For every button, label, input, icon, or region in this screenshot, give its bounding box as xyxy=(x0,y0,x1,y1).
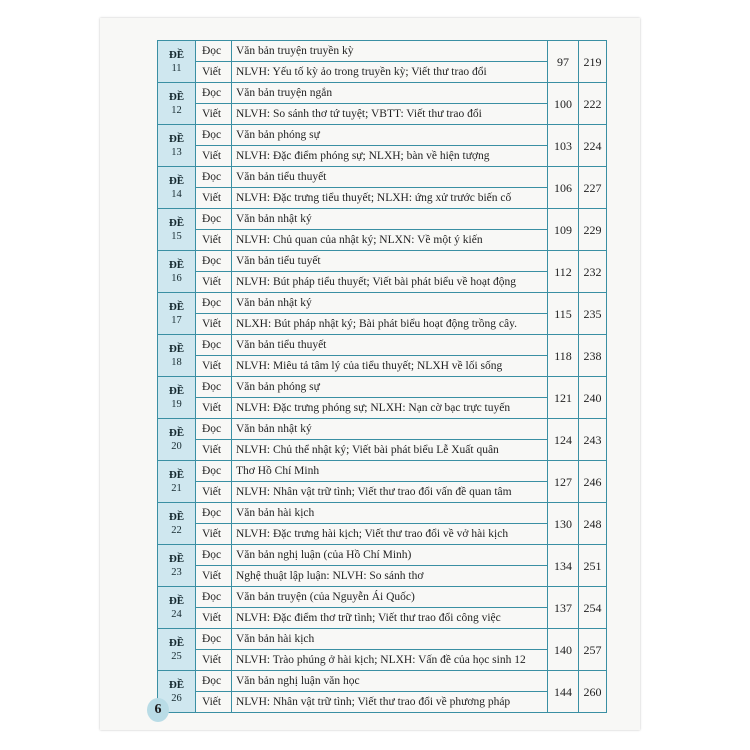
table-row xyxy=(158,125,607,146)
answer-page: 254 xyxy=(579,587,607,629)
exam-number: 22 xyxy=(171,524,182,536)
read-description: Văn bản phóng sự xyxy=(232,125,548,146)
exam-number: 24 xyxy=(171,608,182,620)
exam-label-cell xyxy=(158,167,196,209)
read-description: Văn bản nghị luận văn học xyxy=(232,671,548,692)
table-row xyxy=(158,356,607,377)
write-description: NLVH: Bút pháp tiểu thuyết; Viết bài phát biểu về hoạt động xyxy=(232,272,548,293)
read-type: Đọc xyxy=(196,503,232,524)
exam-label: ĐỀ xyxy=(168,384,185,397)
exam-label-cell xyxy=(158,545,196,587)
read-type: Đọc xyxy=(196,545,232,566)
question-page: 115 xyxy=(548,293,579,335)
write-type: Viết xyxy=(196,524,232,545)
table-row xyxy=(158,482,607,503)
question-page: 140 xyxy=(548,629,579,671)
question-page: 137 xyxy=(548,587,579,629)
write-type: Viết xyxy=(196,230,232,251)
table-row xyxy=(158,335,607,356)
exam-label-cell xyxy=(158,377,196,419)
exam-label-cell xyxy=(158,125,196,167)
exam-label: ĐỀ xyxy=(168,216,185,229)
read-type: Đọc xyxy=(196,629,232,650)
read-type: Đọc xyxy=(196,125,232,146)
write-type: Viết xyxy=(196,272,232,293)
exam-label-cell xyxy=(158,335,196,377)
exam-label: ĐỀ xyxy=(168,510,185,523)
exam-label-cell xyxy=(158,293,196,335)
table-row xyxy=(158,629,607,650)
exam-label-cell xyxy=(158,83,196,125)
exam-number: 11 xyxy=(171,62,182,74)
answer-page: 227 xyxy=(579,167,607,209)
table-row xyxy=(158,608,607,629)
exam-label-cell xyxy=(158,461,196,503)
read-description: Văn bản truyện truyền kỳ xyxy=(232,41,548,62)
exam-label: ĐỀ xyxy=(168,174,185,187)
write-type: Viết xyxy=(196,314,232,335)
table-row xyxy=(158,188,607,209)
exam-number: 17 xyxy=(171,314,182,326)
read-description: Văn bản tiểu tuyết xyxy=(232,251,548,272)
write-type: Viết xyxy=(196,650,232,671)
answer-page: 243 xyxy=(579,419,607,461)
table-row xyxy=(158,104,607,125)
answer-page: 251 xyxy=(579,545,607,587)
table-row xyxy=(158,503,607,524)
read-type: Đọc xyxy=(196,251,232,272)
read-type: Đọc xyxy=(196,293,232,314)
write-description: NLVH: Yếu tố kỳ ảo trong truyền kỳ; Viết thư trao đổi xyxy=(232,62,548,83)
answer-page: 257 xyxy=(579,629,607,671)
write-type: Viết xyxy=(196,692,232,713)
write-description: NLVH: Chủ thể nhật ký; Viết bài phát biểu Lễ Xuất quân xyxy=(232,440,548,461)
page-number-badge: 6 xyxy=(147,698,169,722)
answer-page: 232 xyxy=(579,251,607,293)
answer-page: 219 xyxy=(579,41,607,83)
read-type: Đọc xyxy=(196,167,232,188)
write-type: Viết xyxy=(196,356,232,377)
table-row xyxy=(158,293,607,314)
exam-label-cell xyxy=(158,251,196,293)
read-description: Văn bản tiểu thuyết xyxy=(232,335,548,356)
write-description: NLVH: Nhân vật trữ tình; Viết thư trao đổi vấn đề quan tâm xyxy=(232,482,548,503)
exam-number: 12 xyxy=(171,104,182,116)
question-page: 109 xyxy=(548,209,579,251)
table-row xyxy=(158,83,607,104)
exam-label: ĐỀ xyxy=(168,678,185,691)
read-description: Văn bản hài kịch xyxy=(232,629,548,650)
answer-page: 235 xyxy=(579,293,607,335)
exam-number: 18 xyxy=(171,356,182,368)
read-type: Đọc xyxy=(196,377,232,398)
read-description: Văn bản nhật ký xyxy=(232,419,548,440)
read-type: Đọc xyxy=(196,83,232,104)
read-type: Đọc xyxy=(196,671,232,692)
read-description: Văn bản tiểu thuyết xyxy=(232,167,548,188)
book-page xyxy=(100,18,640,730)
table-row xyxy=(158,524,607,545)
table-row xyxy=(158,209,607,230)
exam-label-cell xyxy=(158,587,196,629)
exam-label: ĐỀ xyxy=(168,300,185,313)
answer-page: 229 xyxy=(579,209,607,251)
question-page: 130 xyxy=(548,503,579,545)
question-page: 100 xyxy=(548,83,579,125)
read-description: Văn bản nghị luận (của Hồ Chí Minh) xyxy=(232,545,548,566)
exam-label-cell xyxy=(158,503,196,545)
write-type: Viết xyxy=(196,482,232,503)
read-type: Đọc xyxy=(196,209,232,230)
exam-label: ĐỀ xyxy=(168,48,185,61)
answer-page: 222 xyxy=(579,83,607,125)
table-row xyxy=(158,566,607,587)
table-row xyxy=(158,545,607,566)
read-type: Đọc xyxy=(196,41,232,62)
exam-label: ĐỀ xyxy=(168,132,185,145)
table-row xyxy=(158,419,607,440)
question-page: 127 xyxy=(548,461,579,503)
write-description: NLVH: Nhân vật trữ tình; Viết thư trao đổi về phương pháp xyxy=(232,692,548,713)
exam-label: ĐỀ xyxy=(168,90,185,103)
read-type: Đọc xyxy=(196,461,232,482)
read-type: Đọc xyxy=(196,335,232,356)
question-page: 124 xyxy=(548,419,579,461)
exam-label: ĐỀ xyxy=(168,552,185,565)
write-type: Viết xyxy=(196,608,232,629)
write-type: Viết xyxy=(196,62,232,83)
table-row xyxy=(158,440,607,461)
write-description: NLVH: Trào phúng ở hài kịch; NLXH: Vấn đề của học sinh 12 xyxy=(232,650,548,671)
table-row xyxy=(158,62,607,83)
write-description: Nghệ thuật lập luận: NLVH: So sánh thơ xyxy=(232,566,548,587)
question-page: 103 xyxy=(548,125,579,167)
write-type: Viết xyxy=(196,398,232,419)
exam-label: ĐỀ xyxy=(168,594,185,607)
read-description: Thơ Hồ Chí Minh xyxy=(232,461,548,482)
answer-page: 260 xyxy=(579,671,607,713)
exam-number: 15 xyxy=(171,230,182,242)
table-row xyxy=(158,650,607,671)
exam-number: 14 xyxy=(171,188,182,200)
write-description: NLVH: Đặc điểm thơ trữ tình; Viết thư trao đổi công việc xyxy=(232,608,548,629)
exam-number: 16 xyxy=(171,272,182,284)
table-row xyxy=(158,398,607,419)
table-row xyxy=(158,251,607,272)
write-description: NLVH: Đặc trưng phóng sự; NLXH: Nạn cờ bạc trực tuyến xyxy=(232,398,548,419)
contents-table xyxy=(157,40,607,713)
write-type: Viết xyxy=(196,440,232,461)
table-row xyxy=(158,41,607,62)
question-page: 106 xyxy=(548,167,579,209)
table-row xyxy=(158,461,607,482)
write-description: NLVH: Chủ quan của nhật ký; NLXN: Về một ý kiến xyxy=(232,230,548,251)
exam-number: 25 xyxy=(171,650,182,662)
answer-page: 248 xyxy=(579,503,607,545)
read-description: Văn bản nhật ký xyxy=(232,293,548,314)
answer-page: 238 xyxy=(579,335,607,377)
table-row xyxy=(158,272,607,293)
question-page: 112 xyxy=(548,251,579,293)
exam-label: ĐỀ xyxy=(168,468,185,481)
write-type: Viết xyxy=(196,188,232,209)
exam-label: ĐỀ xyxy=(168,636,185,649)
read-type: Đọc xyxy=(196,419,232,440)
question-page: 134 xyxy=(548,545,579,587)
exam-number: 19 xyxy=(171,398,182,410)
exam-label: ĐỀ xyxy=(168,426,185,439)
exam-label-cell xyxy=(158,419,196,461)
write-type: Viết xyxy=(196,566,232,587)
exam-label: ĐỀ xyxy=(168,342,185,355)
exam-number: 26 xyxy=(171,692,182,704)
exam-number: 21 xyxy=(171,482,182,494)
table-row xyxy=(158,230,607,251)
exam-label-cell xyxy=(158,629,196,671)
exam-number: 23 xyxy=(171,566,182,578)
question-page: 121 xyxy=(548,377,579,419)
answer-page: 246 xyxy=(579,461,607,503)
exam-label-cell xyxy=(158,209,196,251)
question-page: 144 xyxy=(548,671,579,713)
table-row xyxy=(158,587,607,608)
read-description: Văn bản phóng sự xyxy=(232,377,548,398)
table-row xyxy=(158,146,607,167)
write-type: Viết xyxy=(196,146,232,167)
answer-page: 240 xyxy=(579,377,607,419)
read-description: Văn bản nhật ký xyxy=(232,209,548,230)
table-row xyxy=(158,671,607,692)
table-row xyxy=(158,167,607,188)
read-type: Đọc xyxy=(196,587,232,608)
exam-label: ĐỀ xyxy=(168,258,185,271)
question-page: 97 xyxy=(548,41,579,83)
table-row xyxy=(158,377,607,398)
table-row xyxy=(158,314,607,335)
write-description: NLVH: Đặc điểm phóng sự; NLXH; bàn về hiện tượng xyxy=(232,146,548,167)
write-type: Viết xyxy=(196,104,232,125)
question-page: 118 xyxy=(548,335,579,377)
read-description: Văn bản hài kịch xyxy=(232,503,548,524)
write-description: NLVH: Đặc trưng tiểu thuyết; NLXH: ứng xử trước biến cố xyxy=(232,188,548,209)
write-description: NLVH: So sánh thơ tứ tuyệt; VBTT: Viết thư trao đổi xyxy=(232,104,548,125)
exam-number: 13 xyxy=(171,146,182,158)
answer-page: 224 xyxy=(579,125,607,167)
read-description: Văn bản truyện ngắn xyxy=(232,83,548,104)
read-description: Văn bản truyện (của Nguyễn Ái Quốc) xyxy=(232,587,548,608)
table-row xyxy=(158,692,607,713)
write-description: NLXH: Bút pháp nhật ký; Bài phát biểu hoạt động trồng cây. xyxy=(232,314,548,335)
exam-number: 20 xyxy=(171,440,182,452)
exam-label-cell xyxy=(158,41,196,83)
write-description: NLVH: Miêu tả tâm lý của tiểu thuyết; NLXH về lối sống xyxy=(232,356,548,377)
write-description: NLVH: Đặc trưng hài kịch; Viết thư trao đổi về vở hài kịch xyxy=(232,524,548,545)
